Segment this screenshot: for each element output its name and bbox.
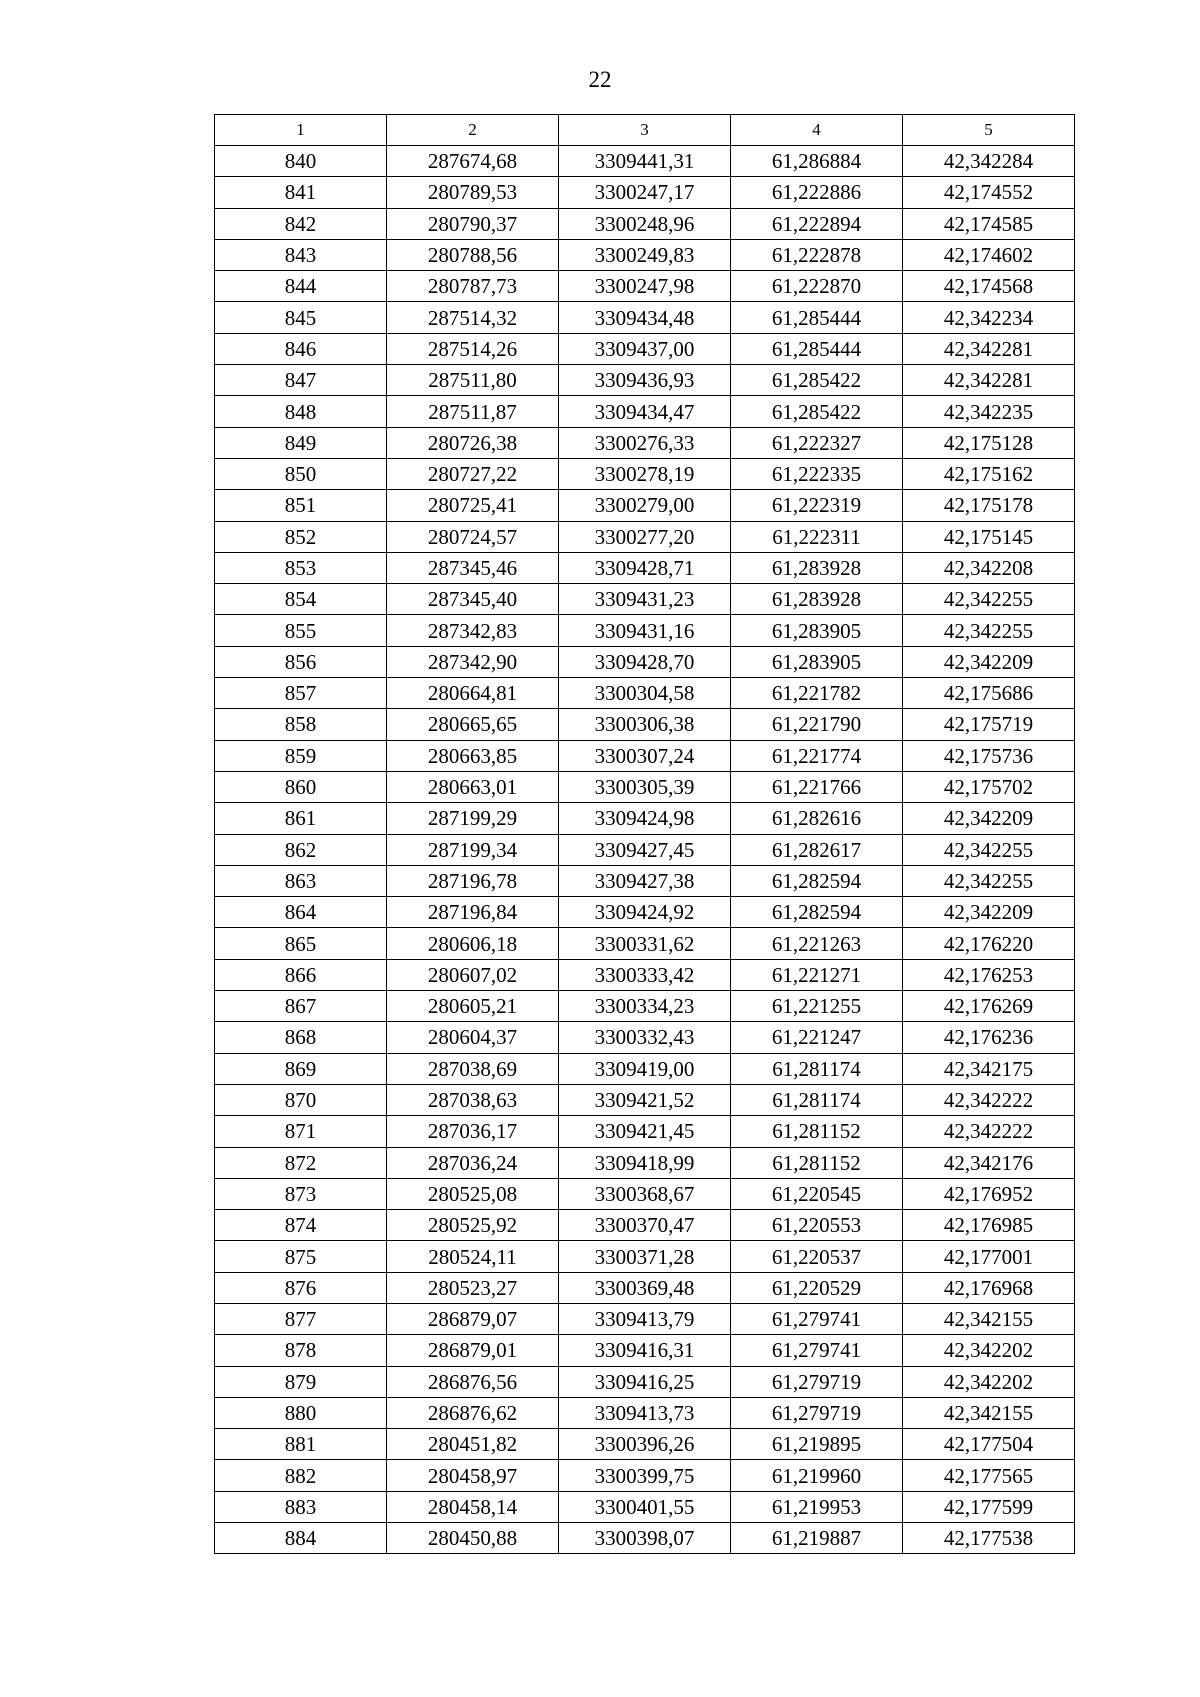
table-cell: 42,342155 (903, 1303, 1075, 1334)
table-cell: 843 (215, 239, 387, 270)
table-cell: 842 (215, 208, 387, 239)
table-cell: 61,285444 (731, 333, 903, 364)
table-cell: 61,220545 (731, 1178, 903, 1209)
table-cell: 42,176968 (903, 1272, 1075, 1303)
table-cell: 287199,34 (387, 834, 559, 865)
table-cell: 862 (215, 834, 387, 865)
table-cell: 3300306,38 (559, 709, 731, 740)
table-cell: 61,283905 (731, 646, 903, 677)
table-row (215, 834, 1075, 865)
table-cell: 858 (215, 709, 387, 740)
table-cell: 42,342176 (903, 1147, 1075, 1178)
table-cell: 42,342255 (903, 865, 1075, 896)
table-row (215, 803, 1075, 834)
table-cell: 42,175719 (903, 709, 1075, 740)
table-row (215, 646, 1075, 677)
table-cell: 866 (215, 959, 387, 990)
table-row (215, 1272, 1075, 1303)
table-cell: 42,342209 (903, 646, 1075, 677)
table-cell: 865 (215, 928, 387, 959)
table-cell: 3300401,55 (559, 1491, 731, 1522)
table-cell: 3300368,67 (559, 1178, 731, 1209)
table-cell: 61,219895 (731, 1429, 903, 1460)
table-cell: 875 (215, 1241, 387, 1272)
table-cell: 280664,81 (387, 678, 559, 709)
table-cell: 3309421,45 (559, 1116, 731, 1147)
table-cell: 855 (215, 615, 387, 646)
table-row (215, 302, 1075, 333)
table-cell: 870 (215, 1084, 387, 1115)
table-cell: 850 (215, 458, 387, 489)
table-cell: 280605,21 (387, 991, 559, 1022)
table-row (215, 1397, 1075, 1428)
table-row (215, 740, 1075, 771)
table-cell: 280663,85 (387, 740, 559, 771)
table-cell: 286876,62 (387, 1397, 559, 1428)
table-cell: 844 (215, 271, 387, 302)
table-cell: 3300371,28 (559, 1241, 731, 1272)
table-row (215, 1491, 1075, 1522)
table-cell: 3309431,23 (559, 584, 731, 615)
table-cell: 61,221247 (731, 1022, 903, 1053)
table-cell: 280727,22 (387, 458, 559, 489)
table-cell: 42,175162 (903, 458, 1075, 489)
table-cell: 841 (215, 177, 387, 208)
table-cell: 61,281152 (731, 1116, 903, 1147)
table-cell: 42,342284 (903, 146, 1075, 177)
table-cell: 3309427,38 (559, 865, 731, 896)
table-cell: 3300399,75 (559, 1460, 731, 1491)
table-cell: 3300247,17 (559, 177, 731, 208)
table-cell: 3309413,79 (559, 1303, 731, 1334)
table-cell: 3300305,39 (559, 771, 731, 802)
table-cell: 61,222870 (731, 271, 903, 302)
table-cell: 42,177565 (903, 1460, 1075, 1491)
table-cell: 61,282617 (731, 834, 903, 865)
table-cell: 280663,01 (387, 771, 559, 802)
table-cell: 42,176269 (903, 991, 1075, 1022)
table-cell: 61,285422 (731, 396, 903, 427)
table-row (215, 1429, 1075, 1460)
table-cell: 3300332,43 (559, 1022, 731, 1053)
table-cell: 287342,90 (387, 646, 559, 677)
table-cell: 3300396,26 (559, 1429, 731, 1460)
table-cell: 61,281152 (731, 1147, 903, 1178)
table-row (215, 177, 1075, 208)
table-cell: 42,175178 (903, 490, 1075, 521)
table-row (215, 1335, 1075, 1366)
table-cell: 61,279741 (731, 1303, 903, 1334)
column-header: 2 (387, 115, 559, 146)
table-cell: 61,281174 (731, 1084, 903, 1115)
table-cell: 3300398,07 (559, 1523, 731, 1554)
table-cell: 280524,11 (387, 1241, 559, 1272)
table-cell: 42,342222 (903, 1084, 1075, 1115)
table-cell: 42,174585 (903, 208, 1075, 239)
coordinates-table (214, 114, 1075, 1554)
table-cell: 42,342202 (903, 1335, 1075, 1366)
table-cell: 854 (215, 584, 387, 615)
table-cell: 871 (215, 1116, 387, 1147)
table-cell: 42,177599 (903, 1491, 1075, 1522)
table-cell: 3309441,31 (559, 146, 731, 177)
table-row (215, 678, 1075, 709)
table-cell: 845 (215, 302, 387, 333)
table-row (215, 552, 1075, 583)
table-cell: 42,342281 (903, 365, 1075, 396)
table-cell: 61,222335 (731, 458, 903, 489)
table-cell: 61,286884 (731, 146, 903, 177)
table-cell: 280525,92 (387, 1210, 559, 1241)
table-cell: 3300249,83 (559, 239, 731, 270)
table-cell: 61,282616 (731, 803, 903, 834)
table-row (215, 146, 1075, 177)
table-cell: 286879,01 (387, 1335, 559, 1366)
table-cell: 61,222319 (731, 490, 903, 521)
table-cell: 42,174602 (903, 239, 1075, 270)
table-cell: 3300369,48 (559, 1272, 731, 1303)
table-cell: 61,219953 (731, 1491, 903, 1522)
table-cell: 3309416,31 (559, 1335, 731, 1366)
table-row (215, 584, 1075, 615)
table-cell: 287196,84 (387, 897, 559, 928)
table-cell: 879 (215, 1366, 387, 1397)
table-cell: 61,282594 (731, 897, 903, 928)
page-number: 22 (588, 67, 612, 92)
table-cell: 280458,14 (387, 1491, 559, 1522)
table-cell: 61,220553 (731, 1210, 903, 1241)
table-body (215, 146, 1075, 1554)
table-cell: 61,220529 (731, 1272, 903, 1303)
table-cell: 42,342208 (903, 552, 1075, 583)
table-cell: 3300276,33 (559, 427, 731, 458)
table-cell: 883 (215, 1491, 387, 1522)
table-cell: 42,342175 (903, 1053, 1075, 1084)
table-row (215, 865, 1075, 896)
table-cell: 42,177504 (903, 1429, 1075, 1460)
table-cell: 859 (215, 740, 387, 771)
table-cell: 3309418,99 (559, 1147, 731, 1178)
table-cell: 280450,88 (387, 1523, 559, 1554)
table-cell: 280724,57 (387, 521, 559, 552)
table-cell: 42,174552 (903, 177, 1075, 208)
table-row (215, 208, 1075, 239)
table-cell: 42,175736 (903, 740, 1075, 771)
table-cell: 847 (215, 365, 387, 396)
table-cell: 61,222311 (731, 521, 903, 552)
table-cell: 42,176952 (903, 1178, 1075, 1209)
table-cell: 863 (215, 865, 387, 896)
table-row (215, 1366, 1075, 1397)
table-cell: 42,342155 (903, 1397, 1075, 1428)
table-cell: 61,282594 (731, 865, 903, 896)
table-cell: 287036,17 (387, 1116, 559, 1147)
table-cell: 280458,97 (387, 1460, 559, 1491)
table-cell: 869 (215, 1053, 387, 1084)
column-header: 3 (559, 115, 731, 146)
table-cell: 286876,56 (387, 1366, 559, 1397)
table-cell: 61,279719 (731, 1397, 903, 1428)
table-cell: 42,175145 (903, 521, 1075, 552)
table-cell: 884 (215, 1523, 387, 1554)
column-header: 5 (903, 115, 1075, 146)
table-cell: 3300307,24 (559, 740, 731, 771)
table-cell: 61,279741 (731, 1335, 903, 1366)
table-cell: 3309437,00 (559, 333, 731, 364)
table-cell: 3309419,00 (559, 1053, 731, 1084)
table-cell: 280665,65 (387, 709, 559, 740)
table-row (215, 1241, 1075, 1272)
table-row (215, 1178, 1075, 1209)
table-cell: 872 (215, 1147, 387, 1178)
table-cell: 42,342209 (903, 803, 1075, 834)
table-cell: 61,222894 (731, 208, 903, 239)
table-cell: 42,342209 (903, 897, 1075, 928)
table-cell: 61,279719 (731, 1366, 903, 1397)
table-cell: 880 (215, 1397, 387, 1428)
table-cell: 287514,26 (387, 333, 559, 364)
table-cell: 868 (215, 1022, 387, 1053)
table-cell: 3300278,19 (559, 458, 731, 489)
table-cell: 42,176220 (903, 928, 1075, 959)
table-cell: 42,342202 (903, 1366, 1075, 1397)
table-cell: 287038,69 (387, 1053, 559, 1084)
column-header: 4 (731, 115, 903, 146)
table-row (215, 991, 1075, 1022)
table-row (215, 490, 1075, 521)
table-cell: 61,219887 (731, 1523, 903, 1554)
table-cell: 3300304,58 (559, 678, 731, 709)
table-cell: 857 (215, 678, 387, 709)
table-cell: 849 (215, 427, 387, 458)
table-cell: 42,342255 (903, 615, 1075, 646)
table-cell: 3309428,70 (559, 646, 731, 677)
table-cell: 61,222878 (731, 239, 903, 270)
table-row (215, 1053, 1075, 1084)
table-cell: 287038,63 (387, 1084, 559, 1115)
table-cell: 840 (215, 146, 387, 177)
table-row (215, 1210, 1075, 1241)
table-row (215, 615, 1075, 646)
table-cell: 287345,46 (387, 552, 559, 583)
table-cell: 878 (215, 1335, 387, 1366)
table-cell: 287196,78 (387, 865, 559, 896)
table-cell: 287345,40 (387, 584, 559, 615)
table-row (215, 1460, 1075, 1491)
table-row (215, 271, 1075, 302)
table-cell: 287199,29 (387, 803, 559, 834)
table-cell: 3300279,00 (559, 490, 731, 521)
table-cell: 287511,80 (387, 365, 559, 396)
table-header-row (215, 115, 1075, 146)
table-cell: 280523,27 (387, 1272, 559, 1303)
table-cell: 42,175128 (903, 427, 1075, 458)
table-row (215, 521, 1075, 552)
table-cell: 881 (215, 1429, 387, 1460)
table-cell: 280525,08 (387, 1178, 559, 1209)
table-cell: 61,219960 (731, 1460, 903, 1491)
table-cell: 864 (215, 897, 387, 928)
table-cell: 42,342255 (903, 584, 1075, 615)
table-row (215, 959, 1075, 990)
table-cell: 3300247,98 (559, 271, 731, 302)
table-cell: 874 (215, 1210, 387, 1241)
table-cell: 61,283905 (731, 615, 903, 646)
table-cell: 287511,87 (387, 396, 559, 427)
table-cell: 42,342234 (903, 302, 1075, 333)
table-cell: 3300331,62 (559, 928, 731, 959)
table-row (215, 396, 1075, 427)
table-cell: 42,175686 (903, 678, 1075, 709)
table-row (215, 458, 1075, 489)
table-cell: 61,222327 (731, 427, 903, 458)
table-cell: 61,221766 (731, 771, 903, 802)
table-cell: 3309428,71 (559, 552, 731, 583)
table-row (215, 1084, 1075, 1115)
table-cell: 61,283928 (731, 584, 903, 615)
table-cell: 3300333,42 (559, 959, 731, 990)
table-cell: 3309424,98 (559, 803, 731, 834)
table-cell: 877 (215, 1303, 387, 1334)
table-cell: 853 (215, 552, 387, 583)
table-cell: 287674,68 (387, 146, 559, 177)
table-cell: 280725,41 (387, 490, 559, 521)
table-cell: 42,342222 (903, 1116, 1075, 1147)
table-row (215, 333, 1075, 364)
table-cell: 61,221790 (731, 709, 903, 740)
table-cell: 280726,38 (387, 427, 559, 458)
table-cell: 61,221774 (731, 740, 903, 771)
table-row (215, 928, 1075, 959)
table-cell: 3300248,96 (559, 208, 731, 239)
table-cell: 42,176236 (903, 1022, 1075, 1053)
table-cell: 61,221255 (731, 991, 903, 1022)
table-cell: 3300277,20 (559, 521, 731, 552)
table-cell: 3300370,47 (559, 1210, 731, 1241)
table-row (215, 1147, 1075, 1178)
table-cell: 287514,32 (387, 302, 559, 333)
table-cell: 3309436,93 (559, 365, 731, 396)
table-cell: 280604,37 (387, 1022, 559, 1053)
table-cell: 876 (215, 1272, 387, 1303)
table-cell: 42,342235 (903, 396, 1075, 427)
table-cell: 3309413,73 (559, 1397, 731, 1428)
table-row (215, 709, 1075, 740)
table-cell: 861 (215, 803, 387, 834)
table-row (215, 427, 1075, 458)
table-cell: 280788,56 (387, 239, 559, 270)
table-cell: 867 (215, 991, 387, 1022)
table-cell: 61,221263 (731, 928, 903, 959)
table-cell: 280789,53 (387, 177, 559, 208)
table-cell: 61,285422 (731, 365, 903, 396)
table-cell: 848 (215, 396, 387, 427)
table-row (215, 771, 1075, 802)
table-cell: 873 (215, 1178, 387, 1209)
table-cell: 856 (215, 646, 387, 677)
table-cell: 3309434,48 (559, 302, 731, 333)
table-cell: 61,220537 (731, 1241, 903, 1272)
table-cell: 3309424,92 (559, 897, 731, 928)
table-row (215, 897, 1075, 928)
table-cell: 3309427,45 (559, 834, 731, 865)
table-cell: 61,221782 (731, 678, 903, 709)
column-header: 1 (215, 115, 387, 146)
table-cell: 3309416,25 (559, 1366, 731, 1397)
table-cell: 280606,18 (387, 928, 559, 959)
table-cell: 42,175702 (903, 771, 1075, 802)
table-cell: 42,176253 (903, 959, 1075, 990)
table-cell: 61,285444 (731, 302, 903, 333)
table-row (215, 1303, 1075, 1334)
table-cell: 61,281174 (731, 1053, 903, 1084)
table-cell: 3309431,16 (559, 615, 731, 646)
table-cell: 42,177001 (903, 1241, 1075, 1272)
table-row (215, 239, 1075, 270)
table-cell: 280790,37 (387, 208, 559, 239)
table-cell: 3309421,52 (559, 1084, 731, 1115)
table-row (215, 1116, 1075, 1147)
table-cell: 42,174568 (903, 271, 1075, 302)
table-cell: 287036,24 (387, 1147, 559, 1178)
table-cell: 287342,83 (387, 615, 559, 646)
table-cell: 42,342255 (903, 834, 1075, 865)
table-cell: 42,176985 (903, 1210, 1075, 1241)
table-cell: 860 (215, 771, 387, 802)
table-cell: 3300334,23 (559, 991, 731, 1022)
table-cell: 61,221271 (731, 959, 903, 990)
table-cell: 852 (215, 521, 387, 552)
table-cell: 42,342281 (903, 333, 1075, 364)
table-row (215, 365, 1075, 396)
table-cell: 42,177538 (903, 1523, 1075, 1554)
table-cell: 846 (215, 333, 387, 364)
table-cell: 61,222886 (731, 177, 903, 208)
table-cell: 280787,73 (387, 271, 559, 302)
table-row (215, 1022, 1075, 1053)
table-row (215, 1523, 1075, 1554)
table-cell: 280607,02 (387, 959, 559, 990)
table-cell: 61,283928 (731, 552, 903, 583)
table-cell: 882 (215, 1460, 387, 1491)
table-cell: 280451,82 (387, 1429, 559, 1460)
table-cell: 851 (215, 490, 387, 521)
table-cell: 3309434,47 (559, 396, 731, 427)
table-cell: 286879,07 (387, 1303, 559, 1334)
